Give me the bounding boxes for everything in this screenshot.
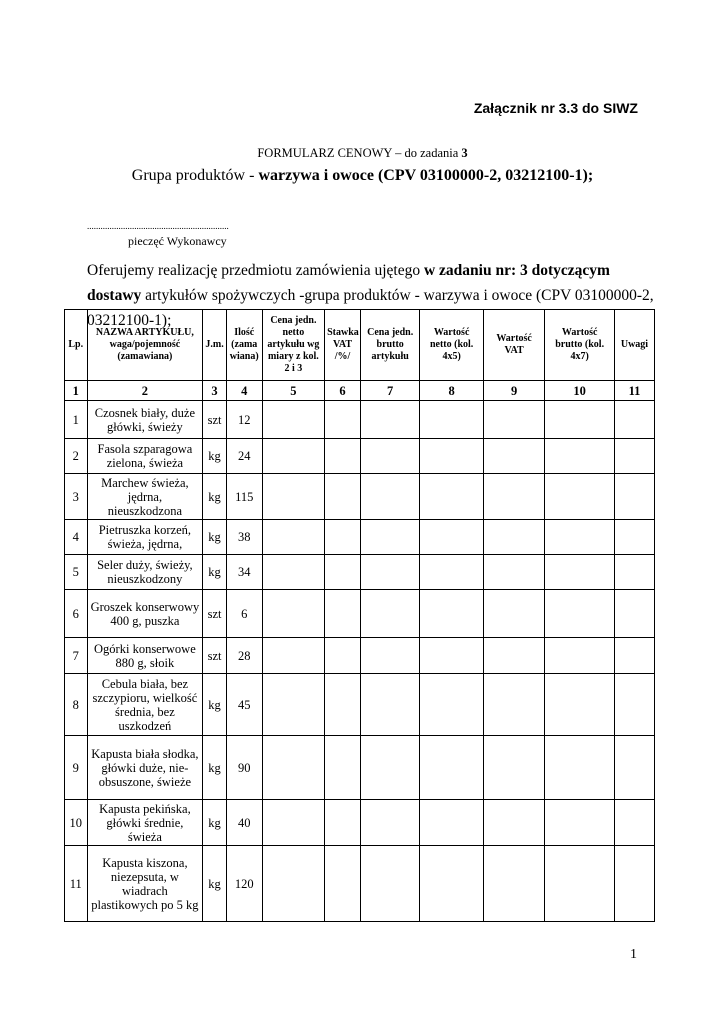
- form-task-number: 3: [461, 146, 468, 160]
- row-price-net-cell[interactable]: [262, 401, 324, 439]
- row-value-vat-cell[interactable]: [483, 439, 544, 474]
- row-qty: 40: [226, 800, 262, 846]
- row-vat-rate-cell[interactable]: [325, 474, 361, 520]
- row-vat-rate-cell[interactable]: [325, 674, 361, 736]
- column-header-1: Lp.: [65, 310, 88, 381]
- row-value-gross-cell[interactable]: [545, 520, 615, 555]
- row-value-gross-cell[interactable]: [545, 674, 615, 736]
- row-value-vat-cell[interactable]: [483, 800, 544, 846]
- column-header-9: Wartość VAT: [483, 310, 544, 381]
- row-name: Kapusta kiszona, niezepsuta, w wiadrach plastikowych po 5 kg: [87, 846, 203, 922]
- row-vat-rate-cell[interactable]: [325, 736, 361, 800]
- table-row: [65, 474, 655, 520]
- row-value-gross-cell[interactable]: [545, 439, 615, 474]
- column-header-6: Stawka VAT /%/: [325, 310, 361, 381]
- row-value-gross-cell[interactable]: [545, 638, 615, 674]
- row-value-gross-cell[interactable]: [545, 590, 615, 638]
- row-price-net-cell[interactable]: [262, 736, 324, 800]
- row-lp: 3: [65, 474, 88, 520]
- row-value-gross-cell[interactable]: [545, 401, 615, 439]
- row-vat-rate-cell[interactable]: [325, 555, 361, 590]
- row-value-net-cell[interactable]: [420, 439, 484, 474]
- row-unit: kg: [203, 474, 227, 520]
- row-value-net-cell[interactable]: [420, 674, 484, 736]
- row-qty: 24: [226, 439, 262, 474]
- row-value-vat-cell[interactable]: [483, 674, 544, 736]
- row-qty: 90: [226, 736, 262, 800]
- row-price-gross-cell[interactable]: [360, 736, 419, 800]
- row-value-net-cell[interactable]: [420, 638, 484, 674]
- column-number-3: 3: [203, 381, 227, 401]
- row-name: Fasola szparagowa zielona, świeża: [87, 439, 203, 474]
- row-value-vat-cell[interactable]: [483, 474, 544, 520]
- column-header-10: Wartość brutto (kol. 4x7): [545, 310, 615, 381]
- row-price-gross-cell[interactable]: [360, 590, 419, 638]
- row-price-net-cell[interactable]: [262, 800, 324, 846]
- row-vat-rate-cell[interactable]: [325, 638, 361, 674]
- table-header-row: [65, 310, 655, 381]
- row-remarks-cell[interactable]: [614, 439, 654, 474]
- row-lp: 4: [65, 520, 88, 555]
- price-table: [64, 309, 655, 922]
- column-number-6: 6: [325, 381, 361, 401]
- row-value-gross-cell[interactable]: [545, 800, 615, 846]
- row-price-net-cell[interactable]: [262, 439, 324, 474]
- row-vat-rate-cell[interactable]: [325, 590, 361, 638]
- row-value-vat-cell[interactable]: [483, 520, 544, 555]
- page-number: 1: [630, 947, 637, 962]
- row-value-net-cell[interactable]: [420, 736, 484, 800]
- offer-part1: Oferujemy realizację przedmiotu zamówienia ujętego: [87, 262, 424, 279]
- group-title: [0, 167, 725, 185]
- form-title: [0, 146, 725, 161]
- row-name: Kapusta pekińska, główki średnie, świeża: [87, 800, 203, 846]
- row-price-gross-cell[interactable]: [360, 674, 419, 736]
- row-price-gross-cell[interactable]: [360, 401, 419, 439]
- row-vat-rate-cell[interactable]: [325, 846, 361, 922]
- row-remarks-cell[interactable]: [614, 638, 654, 674]
- row-unit: szt: [203, 401, 227, 439]
- row-value-vat-cell[interactable]: [483, 401, 544, 439]
- row-remarks-cell[interactable]: [614, 520, 654, 555]
- row-remarks-cell[interactable]: [614, 800, 654, 846]
- table-row: [65, 674, 655, 736]
- row-value-gross-cell[interactable]: [545, 846, 615, 922]
- row-lp: 6: [65, 590, 88, 638]
- stamp-label: pieczęć Wykonawcy: [128, 234, 227, 248]
- row-vat-rate-cell[interactable]: [325, 401, 361, 439]
- column-number-1: 1: [65, 381, 88, 401]
- row-value-gross-cell[interactable]: [545, 736, 615, 800]
- column-header-8: Wartość netto (kol. 4x5): [420, 310, 484, 381]
- row-price-gross-cell[interactable]: [360, 638, 419, 674]
- column-number-4: 4: [226, 381, 262, 401]
- row-remarks-cell[interactable]: [614, 474, 654, 520]
- stamp-dots: ...............................................................: [87, 221, 229, 231]
- column-number-2: 2: [87, 381, 203, 401]
- row-price-net-cell[interactable]: [262, 520, 324, 555]
- row-name: Czosnek biały, duże główki, świeży: [87, 401, 203, 439]
- group-title-prefix: Grupa produktów -: [131, 167, 259, 184]
- row-value-net-cell[interactable]: [420, 401, 484, 439]
- row-remarks-cell[interactable]: [614, 674, 654, 736]
- row-lp: 9: [65, 736, 88, 800]
- row-price-net-cell[interactable]: [262, 555, 324, 590]
- row-value-net-cell[interactable]: [420, 590, 484, 638]
- row-unit: kg: [203, 846, 227, 922]
- column-number-9: 9: [483, 381, 544, 401]
- row-unit: kg: [203, 520, 227, 555]
- form-title-text: FORMULARZ CENOWY – do zadania: [257, 146, 462, 160]
- row-value-net-cell[interactable]: [420, 520, 484, 555]
- table-body: [65, 381, 655, 922]
- row-value-gross-cell[interactable]: [545, 555, 615, 590]
- table-row: [65, 846, 655, 922]
- row-lp: 1: [65, 401, 88, 439]
- column-number-8: 8: [420, 381, 484, 401]
- table-row: [65, 520, 655, 555]
- row-vat-rate-cell[interactable]: [325, 800, 361, 846]
- row-lp: 8: [65, 674, 88, 736]
- column-number-5: 5: [262, 381, 324, 401]
- row-remarks-cell[interactable]: [614, 401, 654, 439]
- row-lp: 11: [65, 846, 88, 922]
- offer-part2: artykułów spożywczych -grupa produktów - warzywa i owoce (CPV 03100000-2, 03212100-1);: [87, 287, 654, 329]
- row-qty: 6: [226, 590, 262, 638]
- row-price-net-cell[interactable]: [262, 590, 324, 638]
- table-row: [65, 736, 655, 800]
- row-price-gross-cell[interactable]: [360, 800, 419, 846]
- table-row: [65, 800, 655, 846]
- row-value-vat-cell[interactable]: [483, 590, 544, 638]
- row-qty: 115: [226, 474, 262, 520]
- row-unit: kg: [203, 736, 227, 800]
- column-header-3: J.m.: [203, 310, 227, 381]
- row-price-gross-cell[interactable]: [360, 474, 419, 520]
- row-price-net-cell[interactable]: [262, 474, 324, 520]
- row-qty: 38: [226, 520, 262, 555]
- row-lp: 7: [65, 638, 88, 674]
- table-row: [65, 439, 655, 474]
- annex-label: Załącznik nr 3.3 do SIWZ: [473, 100, 638, 116]
- row-qty: 12: [226, 401, 262, 439]
- column-header-5: Cena jedn. netto artykułu wg miary z kol. 2 i 3: [262, 310, 324, 381]
- row-value-net-cell[interactable]: [420, 800, 484, 846]
- row-name: Seler duży, świeży, nieuszkodzony: [87, 555, 203, 590]
- row-price-gross-cell[interactable]: [360, 555, 419, 590]
- row-vat-rate-cell[interactable]: [325, 520, 361, 555]
- row-unit: szt: [203, 638, 227, 674]
- row-qty: 45: [226, 674, 262, 736]
- column-number-7: 7: [360, 381, 419, 401]
- row-value-vat-cell[interactable]: [483, 846, 544, 922]
- row-unit: kg: [203, 439, 227, 474]
- row-price-net-cell[interactable]: [262, 846, 324, 922]
- row-price-gross-cell[interactable]: [360, 439, 419, 474]
- column-number-11: 11: [614, 381, 654, 401]
- row-qty: 34: [226, 555, 262, 590]
- row-name: Cebula biała, bez szczypioru, wielkość średnia, bez uszkodzeń: [87, 674, 203, 736]
- row-vat-rate-cell[interactable]: [325, 439, 361, 474]
- row-remarks-cell[interactable]: [614, 555, 654, 590]
- column-header-2: NAZWA ARTYKUŁU, waga/pojemność (zamawiana): [87, 310, 203, 381]
- column-number-10: 10: [545, 381, 615, 401]
- row-remarks-cell[interactable]: [614, 736, 654, 800]
- row-lp: 5: [65, 555, 88, 590]
- row-price-gross-cell[interactable]: [360, 520, 419, 555]
- row-unit: kg: [203, 800, 227, 846]
- row-qty: 28: [226, 638, 262, 674]
- table-row: [65, 590, 655, 638]
- row-value-gross-cell[interactable]: [545, 474, 615, 520]
- row-lp: 2: [65, 439, 88, 474]
- offer-bold: w zadaniu nr: 3 dotyczącym dostawy: [87, 262, 610, 304]
- row-lp: 10: [65, 800, 88, 846]
- table-row: [65, 638, 655, 674]
- row-price-gross-cell[interactable]: [360, 846, 419, 922]
- column-header-7: Cena jedn. brutto artykułu: [360, 310, 419, 381]
- row-unit: szt: [203, 590, 227, 638]
- row-price-net-cell[interactable]: [262, 638, 324, 674]
- group-title-bold: warzywa i owoce (CPV 03100000-2, 03212100-1);: [258, 167, 594, 184]
- row-unit: kg: [203, 555, 227, 590]
- row-name: Pietruszka korzeń, świeża, jędrna,: [87, 520, 203, 555]
- table-row: [65, 555, 655, 590]
- row-price-net-cell[interactable]: [262, 674, 324, 736]
- column-header-4: Ilość (zama wiana): [226, 310, 262, 381]
- row-value-vat-cell[interactable]: [483, 638, 544, 674]
- row-value-vat-cell[interactable]: [483, 736, 544, 800]
- row-value-net-cell[interactable]: [420, 846, 484, 922]
- row-name: Kapusta biała słodka, główki duże, nie-obsuszone, świeże: [87, 736, 203, 800]
- row-value-vat-cell[interactable]: [483, 555, 544, 590]
- table-row: [65, 401, 655, 439]
- row-qty: 120: [226, 846, 262, 922]
- row-unit: kg: [203, 674, 227, 736]
- row-name: Marchew świeża, jędrna, nieuszkodzona: [87, 474, 203, 520]
- row-remarks-cell[interactable]: [614, 590, 654, 638]
- column-header-11: Uwagi: [614, 310, 654, 381]
- row-value-net-cell[interactable]: [420, 555, 484, 590]
- row-value-net-cell[interactable]: [420, 474, 484, 520]
- column-numbers-row: [65, 381, 655, 401]
- row-remarks-cell[interactable]: [614, 846, 654, 922]
- row-name: Ogórki konserwowe 880 g, słoik: [87, 638, 203, 674]
- row-name: Groszek konserwowy 400 g, puszka: [87, 590, 203, 638]
